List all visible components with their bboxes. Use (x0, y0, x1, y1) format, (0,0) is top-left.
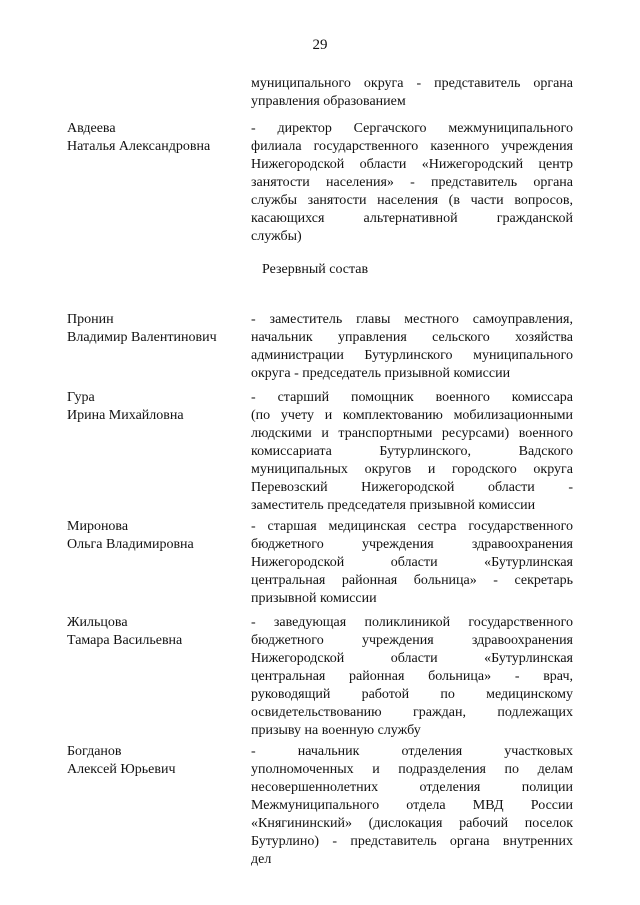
text-line: - старшая медицинская сестра государственного (251, 519, 573, 534)
text-line: - старший помощник военного комиссара (251, 390, 573, 405)
text-line: службы) (251, 229, 302, 244)
page-number: 29 (312, 37, 328, 53)
continuation-text (251, 75, 573, 111)
text-line: муниципальных округов и городского округа (251, 462, 573, 477)
text-line: заместитель председателя призывной комиссии (251, 498, 536, 513)
member-name (67, 743, 247, 779)
text-line: «Княгининский» (дислокация рабочий поселок (251, 816, 573, 831)
member-given-names: Ольга Владимировна (67, 537, 194, 552)
member-position (251, 614, 573, 740)
text-line: Нижегородской области «Бутурлинская (251, 555, 573, 570)
member-position (251, 389, 573, 515)
member-surname: Миронова (67, 519, 129, 534)
member-surname: Пронин (67, 312, 114, 327)
text-line: Бутурлино) - представитель органа внутренних (251, 834, 573, 849)
member-position (251, 120, 573, 246)
text-line: Перевозский Нижегородской области - (251, 480, 573, 495)
member-position (251, 743, 573, 869)
text-line: муниципального округа - представитель органа (251, 76, 573, 91)
member-surname: Жильцова (67, 615, 128, 630)
member-position (251, 311, 573, 383)
member-name (67, 614, 247, 650)
text-line: центральная районная больница» - секретарь (251, 573, 573, 588)
member-surname: Гура (67, 390, 95, 405)
text-line: комиссариата Бутурлинского, Вадского (251, 444, 573, 459)
text-line: Нижегородской области «Нижегородский центр (251, 157, 573, 172)
text-line: (по учету и комплектованию мобилизационными (251, 408, 573, 423)
text-line: уполномоченных и подразделения по делам (251, 762, 573, 777)
text-line: округа - председатель призывной комиссии (251, 366, 511, 381)
text-line: бюджетного учреждения здравоохранения (251, 537, 573, 552)
text-line: дел (251, 852, 272, 867)
text-line: центральная районная больница» - врач, (251, 669, 573, 684)
member-name (67, 389, 247, 425)
text-line: Межмуниципального отдела МВД России (251, 798, 573, 813)
member-given-names: Ирина Михайловна (67, 408, 184, 423)
member-given-names: Тамара Васильевна (67, 633, 183, 648)
text-line: касающихся альтернативной гражданской (251, 211, 573, 226)
text-line: несовершеннолетних отделения полиции (251, 780, 573, 795)
text-line: занятости населения» - представитель органа (251, 175, 573, 190)
member-name (67, 120, 247, 156)
reserve-heading: Резервный состав (262, 262, 369, 277)
text-line: людскими и транспортными ресурсами) военного (251, 426, 573, 441)
member-name (67, 518, 247, 554)
member-given-names: Владимир Валентинович (67, 330, 217, 345)
text-line: бюджетного учреждения здравоохранения (251, 633, 573, 648)
text-line: администрации Бутурлинского муниципального (251, 348, 573, 363)
text-line: руководящий работой по медицинскому (251, 687, 573, 702)
text-line: Нижегородской области «Бутурлинская (251, 651, 573, 666)
text-line: призыву на военную службу (251, 723, 421, 738)
text-line: начальник управления сельского хозяйства (251, 330, 573, 345)
member-surname: Богданов (67, 744, 122, 759)
member-position (251, 518, 573, 608)
text-line: - директор Сергачского межмуниципального (251, 121, 573, 136)
member-given-names: Наталья Александровна (67, 139, 211, 154)
text-line: - заведующая поликлиникой государственного (251, 615, 573, 630)
text-line: призывной комиссии (251, 591, 377, 606)
text-line: - начальник отделения участковых (251, 744, 573, 759)
text-line: - заместитель главы местного самоуправления, (251, 312, 573, 327)
member-name (67, 311, 247, 347)
member-given-names: Алексей Юрьевич (67, 762, 176, 777)
text-line: службы занятости населения (в части вопросов, (251, 193, 573, 208)
text-line: освидетельствованию граждан, подлежащих (251, 705, 573, 720)
member-surname: Авдеева (67, 121, 116, 136)
text-line: филиала государственного казенного учреждения (251, 139, 573, 154)
text-line: управления образованием (251, 94, 406, 109)
